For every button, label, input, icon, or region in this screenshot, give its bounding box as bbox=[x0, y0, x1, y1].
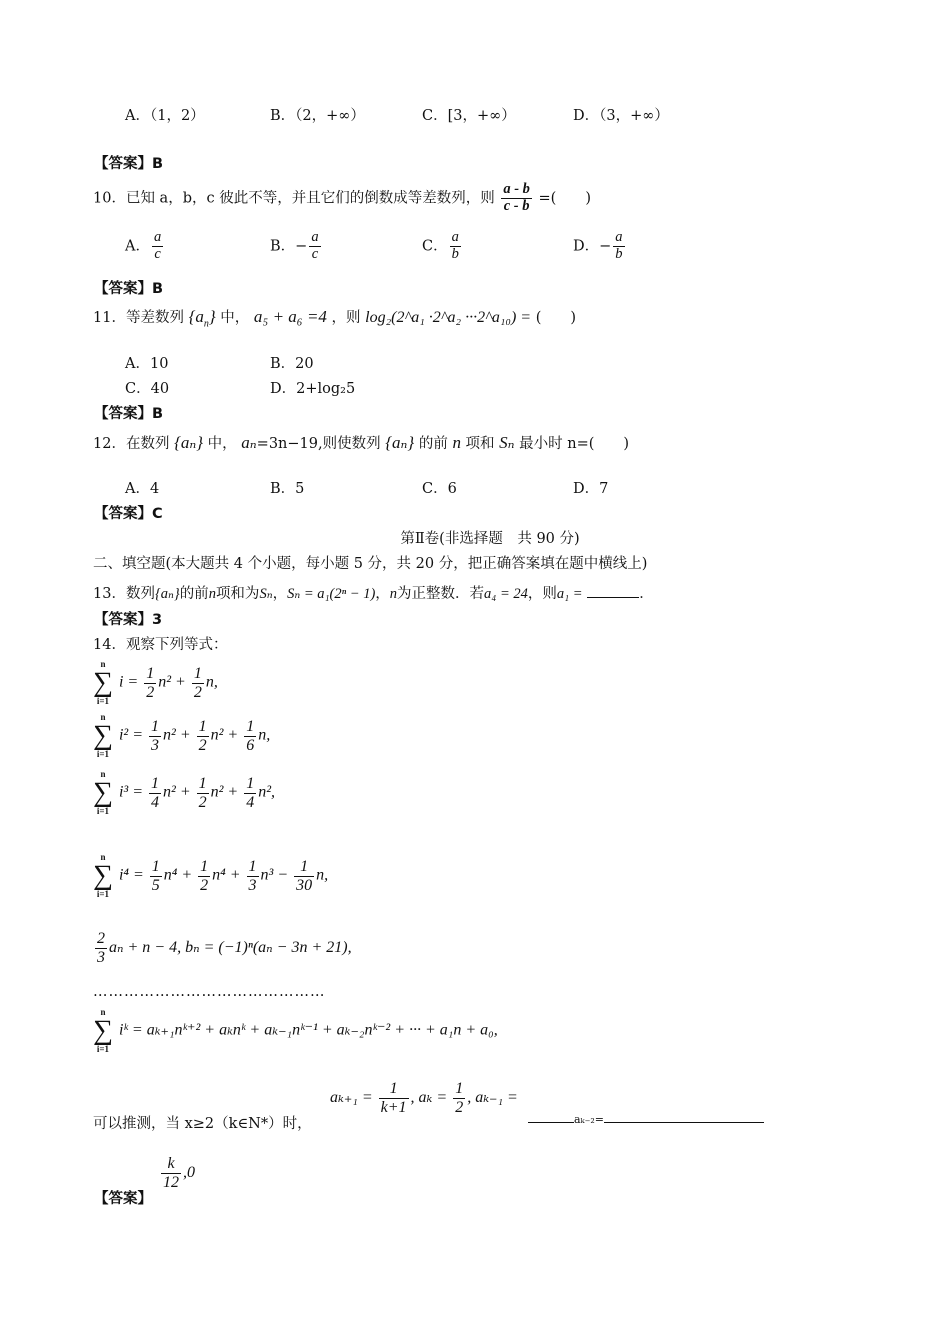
q10-frac-den: c - b bbox=[503, 197, 530, 214]
sum-bottom: i=1 bbox=[96, 889, 110, 899]
q14-eq2-frac1-num: 1 bbox=[151, 717, 160, 735]
q14-infer-lhs: aₖ₊₁ = bbox=[330, 1088, 373, 1106]
q14-eq1-lhs: i = bbox=[118, 673, 139, 691]
q14-eq5 bbox=[93, 930, 352, 966]
q10-option-b-label: B． bbox=[270, 238, 296, 255]
sum-symbol bbox=[93, 660, 113, 706]
q14-eq3-frac3 bbox=[244, 775, 256, 811]
q11-stem bbox=[93, 306, 576, 329]
q12-stem-0: 12．在数列 bbox=[93, 436, 170, 452]
q10-answer: 【答案】B bbox=[94, 281, 164, 297]
q14-eq3 bbox=[93, 770, 275, 816]
sum-top: n bbox=[100, 712, 106, 722]
q10-option-b-frac bbox=[309, 230, 320, 263]
q13-part-6: ， bbox=[272, 586, 288, 602]
q14-eq3-frac1 bbox=[149, 775, 161, 811]
q11-mid: 中， bbox=[220, 310, 250, 326]
q14-eq2 bbox=[93, 713, 270, 759]
q12-stem-2: 中， bbox=[207, 436, 237, 452]
q13-seq: {aₙ} bbox=[154, 586, 180, 602]
q10-option-d bbox=[573, 230, 627, 263]
q14-eq6 bbox=[93, 1008, 498, 1054]
q14-eq4-term3: n³ − bbox=[260, 866, 289, 884]
q14-eq4-frac3 bbox=[247, 858, 259, 894]
q12-stem-10: 最小时 n=( ) bbox=[519, 436, 630, 452]
q11-answer: 【答案】B bbox=[94, 406, 164, 422]
q10-option-c bbox=[422, 230, 463, 263]
q12-option-c: C．6 bbox=[422, 481, 457, 497]
q14-eq3-frac1-den: 4 bbox=[151, 793, 160, 811]
q14-answer-math bbox=[159, 1155, 195, 1191]
q14-eq4-frac1 bbox=[150, 858, 162, 894]
q14-eq4-frac4-den: 30 bbox=[296, 876, 313, 894]
q13-part-2: 的前 bbox=[179, 586, 209, 602]
q9-option-b: B．（2，+∞） bbox=[270, 108, 365, 124]
q13-end: ． bbox=[639, 586, 654, 602]
q11-seq: $\{a_n\}$ bbox=[188, 307, 216, 330]
q14-eq4 bbox=[93, 853, 328, 899]
q10-option-b-sign: − bbox=[295, 238, 308, 255]
q14-eq3-term3: n², bbox=[258, 783, 275, 801]
q13-answer-blank[interactable] bbox=[587, 597, 639, 598]
q14-answer: 【答案】 bbox=[94, 1191, 152, 1207]
q11-paren: ( ) bbox=[535, 310, 577, 326]
q13-stem bbox=[93, 582, 654, 603]
q13-answer: 【答案】3 bbox=[94, 612, 163, 628]
q10-option-d-den: b bbox=[615, 245, 623, 262]
q14-eq2-frac2-den: 2 bbox=[198, 736, 207, 754]
sigma-glyph: ∑ bbox=[93, 667, 113, 698]
q14-eq3-frac2-num: 1 bbox=[198, 774, 207, 792]
q11-stem-pre: 11．等差数列 bbox=[93, 310, 184, 326]
sum-top: n bbox=[100, 769, 106, 779]
q14-eq3-frac2 bbox=[197, 775, 209, 811]
sigma-glyph: ∑ bbox=[93, 1015, 113, 1046]
q14-eq5-rest: aₙ + n − 4, bₙ = (−1)ⁿ(aₙ − 3n + 21), bbox=[109, 938, 352, 956]
q14-eq4-frac3-num: 1 bbox=[248, 857, 257, 875]
q14-eq4-frac2 bbox=[198, 858, 210, 894]
q14-blank-2[interactable] bbox=[604, 1122, 764, 1123]
q14-eq1-term2: n, bbox=[205, 673, 218, 691]
q14-infer-frac2-den: 2 bbox=[455, 1098, 464, 1116]
q14-eq5-frac-den: 3 bbox=[97, 948, 105, 966]
q14-infer-tail bbox=[528, 1113, 764, 1126]
sigma-glyph: ∑ bbox=[93, 777, 113, 808]
q14-eq3-frac1-num: 1 bbox=[151, 774, 160, 792]
q11-then: ，则 bbox=[331, 310, 361, 326]
sum-top: n bbox=[100, 852, 106, 862]
q14-eq2-frac3-num: 1 bbox=[246, 717, 255, 735]
q10-stem-pre: 10．已知 a，b，c 彼此不等，并且它们的倒数成等差数列，则 bbox=[93, 190, 495, 207]
q14-eq3-frac3-num: 1 bbox=[246, 774, 255, 792]
q10-option-d-label: D． bbox=[573, 238, 600, 255]
q10-option-b-num: a bbox=[311, 229, 319, 245]
q14-eq4-frac4-num: 1 bbox=[294, 858, 314, 877]
q12-n: n bbox=[452, 433, 461, 452]
q14-eq4-frac3-den: 3 bbox=[248, 876, 257, 894]
q12-option-b: B．5 bbox=[270, 481, 305, 497]
q14-infer-frac2 bbox=[453, 1080, 465, 1116]
q14-answer-frac-num: k bbox=[161, 1155, 181, 1174]
q10-stem bbox=[93, 182, 591, 215]
q14-eq1-frac1 bbox=[144, 665, 156, 701]
sum-symbol bbox=[93, 1008, 113, 1054]
q12-an: aₙ bbox=[241, 433, 257, 452]
q14-eq1-frac2-num: 1 bbox=[193, 664, 202, 682]
q10-option-a-label: A． bbox=[125, 238, 150, 255]
q11-option-d: D．2+log₂5 bbox=[270, 381, 356, 397]
q10-option-c-den: b bbox=[451, 245, 459, 262]
sum-top: n bbox=[100, 659, 106, 669]
q9-answer: 【答案】B bbox=[94, 156, 164, 172]
q10-option-d-frac bbox=[613, 230, 624, 263]
q14-eq4-frac1-num: 1 bbox=[151, 857, 160, 875]
q11-cond: a₅ + a₆ =4 bbox=[253, 307, 327, 326]
q14-eq3-term2: n² + bbox=[210, 783, 239, 801]
q14-eq1-frac2 bbox=[192, 665, 204, 701]
q10-fraction bbox=[501, 182, 532, 215]
q14-infer-text: 可以推测，当 x≥2（k∈N*）时， bbox=[93, 1116, 312, 1132]
q14-answer-frac bbox=[161, 1155, 181, 1191]
q14-infer-tail-text: aₖ₋₂= bbox=[574, 1113, 605, 1126]
q14-eq3-term1: n² + bbox=[163, 783, 191, 801]
q14-eq4-term2: n⁴ + bbox=[212, 866, 241, 884]
section2-desc: 二、填空题(本大题共 4 个小题，每小题 5 分，共 20 分，把正确答案填在题中横线上) bbox=[93, 556, 648, 572]
q13-a4: a₄ = 24 bbox=[484, 586, 528, 602]
q12-stem bbox=[93, 432, 629, 453]
q14-eq5-frac bbox=[95, 930, 107, 966]
q12-seq-2: {aₙ} bbox=[385, 433, 415, 452]
q13-part-4: 项和为 bbox=[215, 586, 260, 602]
q14-infer-math bbox=[330, 1080, 518, 1116]
q11-seq-text: {a bbox=[188, 307, 204, 326]
q10-stem-post: =( ) bbox=[538, 190, 591, 207]
q14-eq1-frac1-num: 1 bbox=[146, 664, 155, 682]
q14-eq2-frac1-den: 3 bbox=[151, 736, 160, 754]
q14-eq3-lhs: i³ = bbox=[118, 783, 144, 801]
q14-eq1-frac2-den: 2 bbox=[193, 683, 202, 701]
sum-symbol bbox=[93, 713, 113, 759]
q14-eq2-term2: n² + bbox=[210, 726, 239, 744]
q14-answer-frac-den: 12 bbox=[163, 1173, 179, 1191]
q14-eq4-term1: n⁴ + bbox=[163, 866, 193, 884]
q9-option-c: C．[3，+∞） bbox=[422, 108, 516, 124]
q13-n2: n bbox=[389, 586, 398, 602]
q14-eq4-frac4 bbox=[294, 858, 314, 894]
q14-infer-frac2-num: 1 bbox=[455, 1080, 464, 1097]
q10-option-b-den: c bbox=[311, 245, 319, 262]
q14-eq2-frac2-num: 1 bbox=[198, 717, 207, 735]
q14-eq2-frac3-den: 6 bbox=[246, 736, 255, 754]
sum-bottom: i=1 bbox=[96, 1044, 110, 1054]
q13-part-0: 13．数列 bbox=[93, 586, 155, 602]
q12-stem-6: 的前 bbox=[418, 436, 448, 452]
q12-seq-1: {aₙ} bbox=[174, 433, 204, 452]
q10-option-a-num: a bbox=[153, 229, 162, 245]
q10-option-a-den: c bbox=[154, 245, 161, 262]
q13-part-10: 为正整数．若 bbox=[397, 586, 485, 602]
section2-title: 第Ⅱ卷(非选择题 共 90 分) bbox=[400, 531, 580, 547]
q14-blank-1[interactable] bbox=[528, 1122, 574, 1123]
q14-eq4-lhs: i⁴ = bbox=[118, 866, 144, 884]
q14-eq5-frac-num: 2 bbox=[97, 930, 105, 947]
q10-frac-num: a - b bbox=[503, 181, 530, 197]
q14-eq4-frac1-den: 5 bbox=[151, 876, 160, 894]
q14-eq6-body: iᵏ = aₖ₊₁nᵏ⁺² + aₖnᵏ + aₖ₋₁nᵏ⁻¹ + aₖ₋₂nᵏ⁻² + ··· + a₁n + a₀, bbox=[118, 1021, 498, 1039]
q14-infer-end: , aₖ₋₁ = bbox=[467, 1088, 518, 1106]
q10-option-a bbox=[125, 230, 165, 263]
q9-option-a: A．（1，2） bbox=[125, 108, 205, 124]
q14-eq1-term1: n² + bbox=[158, 673, 186, 691]
q10-option-c-frac bbox=[450, 230, 461, 263]
q14-eq2-term3: n, bbox=[258, 726, 271, 744]
sum-bottom: i=1 bbox=[96, 696, 110, 706]
q14-eq4-term4: n, bbox=[316, 866, 329, 884]
q11-option-c: C．40 bbox=[125, 381, 170, 397]
q14-infer-mid: , aₖ = bbox=[410, 1088, 448, 1106]
q10-option-d-sign: − bbox=[599, 238, 612, 255]
sum-top: n bbox=[100, 1007, 106, 1017]
q14-eq4-frac2-num: 1 bbox=[200, 857, 209, 875]
q12-option-d: D．7 bbox=[573, 481, 609, 497]
q11-expr: log₂(2^a₁ ·2^a₂ ···2^a₁₀) = bbox=[365, 309, 532, 326]
q13-n: n bbox=[208, 586, 216, 602]
sigma-glyph: ∑ bbox=[93, 720, 113, 751]
q14-eq1 bbox=[93, 660, 218, 706]
q14-eq2-term1: n² + bbox=[163, 726, 191, 744]
q10-option-b bbox=[270, 230, 323, 263]
q10-option-d-num: a bbox=[615, 229, 623, 245]
sum-symbol bbox=[93, 853, 113, 899]
q14-answer-tail: ,0 bbox=[183, 1163, 195, 1181]
sum-bottom: i=1 bbox=[96, 806, 110, 816]
q14-eq4-frac2-den: 2 bbox=[200, 876, 209, 894]
q14-infer-frac1 bbox=[379, 1080, 409, 1116]
sum-symbol bbox=[93, 770, 113, 816]
q14-eq3-frac2-den: 2 bbox=[198, 793, 207, 811]
q11-option-b: B．20 bbox=[270, 356, 314, 372]
q12-stem-4: =3n−19,则使数列 bbox=[256, 436, 381, 452]
q14-infer-frac1-den: k+1 bbox=[380, 1098, 407, 1116]
q12-stem-8: 项和 bbox=[465, 436, 495, 452]
q14-dots: ……………………………………… bbox=[93, 984, 326, 1000]
q14-eq2-frac3 bbox=[244, 718, 256, 754]
q10-option-a-frac bbox=[152, 230, 163, 263]
q14-eq2-lhs: i² = bbox=[118, 726, 144, 744]
q13-formula: Sₙ = a₁(2ⁿ − 1) bbox=[287, 586, 376, 602]
q13-part-8: ， bbox=[375, 586, 390, 602]
q10-option-c-num: a bbox=[451, 229, 459, 245]
q9-option-d: D．（3，+∞） bbox=[573, 108, 669, 124]
q12-answer: 【答案】C bbox=[94, 506, 163, 522]
q14-eq1-frac1-den: 2 bbox=[146, 683, 155, 701]
q14-eq2-frac1 bbox=[149, 718, 161, 754]
q13-sn: Sₙ bbox=[259, 586, 273, 602]
q13-a1: a₁ = bbox=[556, 586, 583, 602]
q14-eq3-frac3-den: 4 bbox=[246, 793, 255, 811]
q14-eq2-frac2 bbox=[197, 718, 209, 754]
q14-stem: 14．观察下列等式： bbox=[93, 637, 228, 653]
q12-option-a: A．4 bbox=[125, 481, 160, 497]
q13-part-12: ，则 bbox=[527, 586, 557, 602]
sum-bottom: i=1 bbox=[96, 749, 110, 759]
q14-infer-frac1-num: 1 bbox=[379, 1080, 409, 1099]
q12-sn: Sₙ bbox=[499, 433, 515, 452]
q11-option-a: A．10 bbox=[125, 356, 169, 372]
q10-option-c-label: C． bbox=[422, 238, 448, 255]
sigma-glyph: ∑ bbox=[93, 860, 113, 891]
